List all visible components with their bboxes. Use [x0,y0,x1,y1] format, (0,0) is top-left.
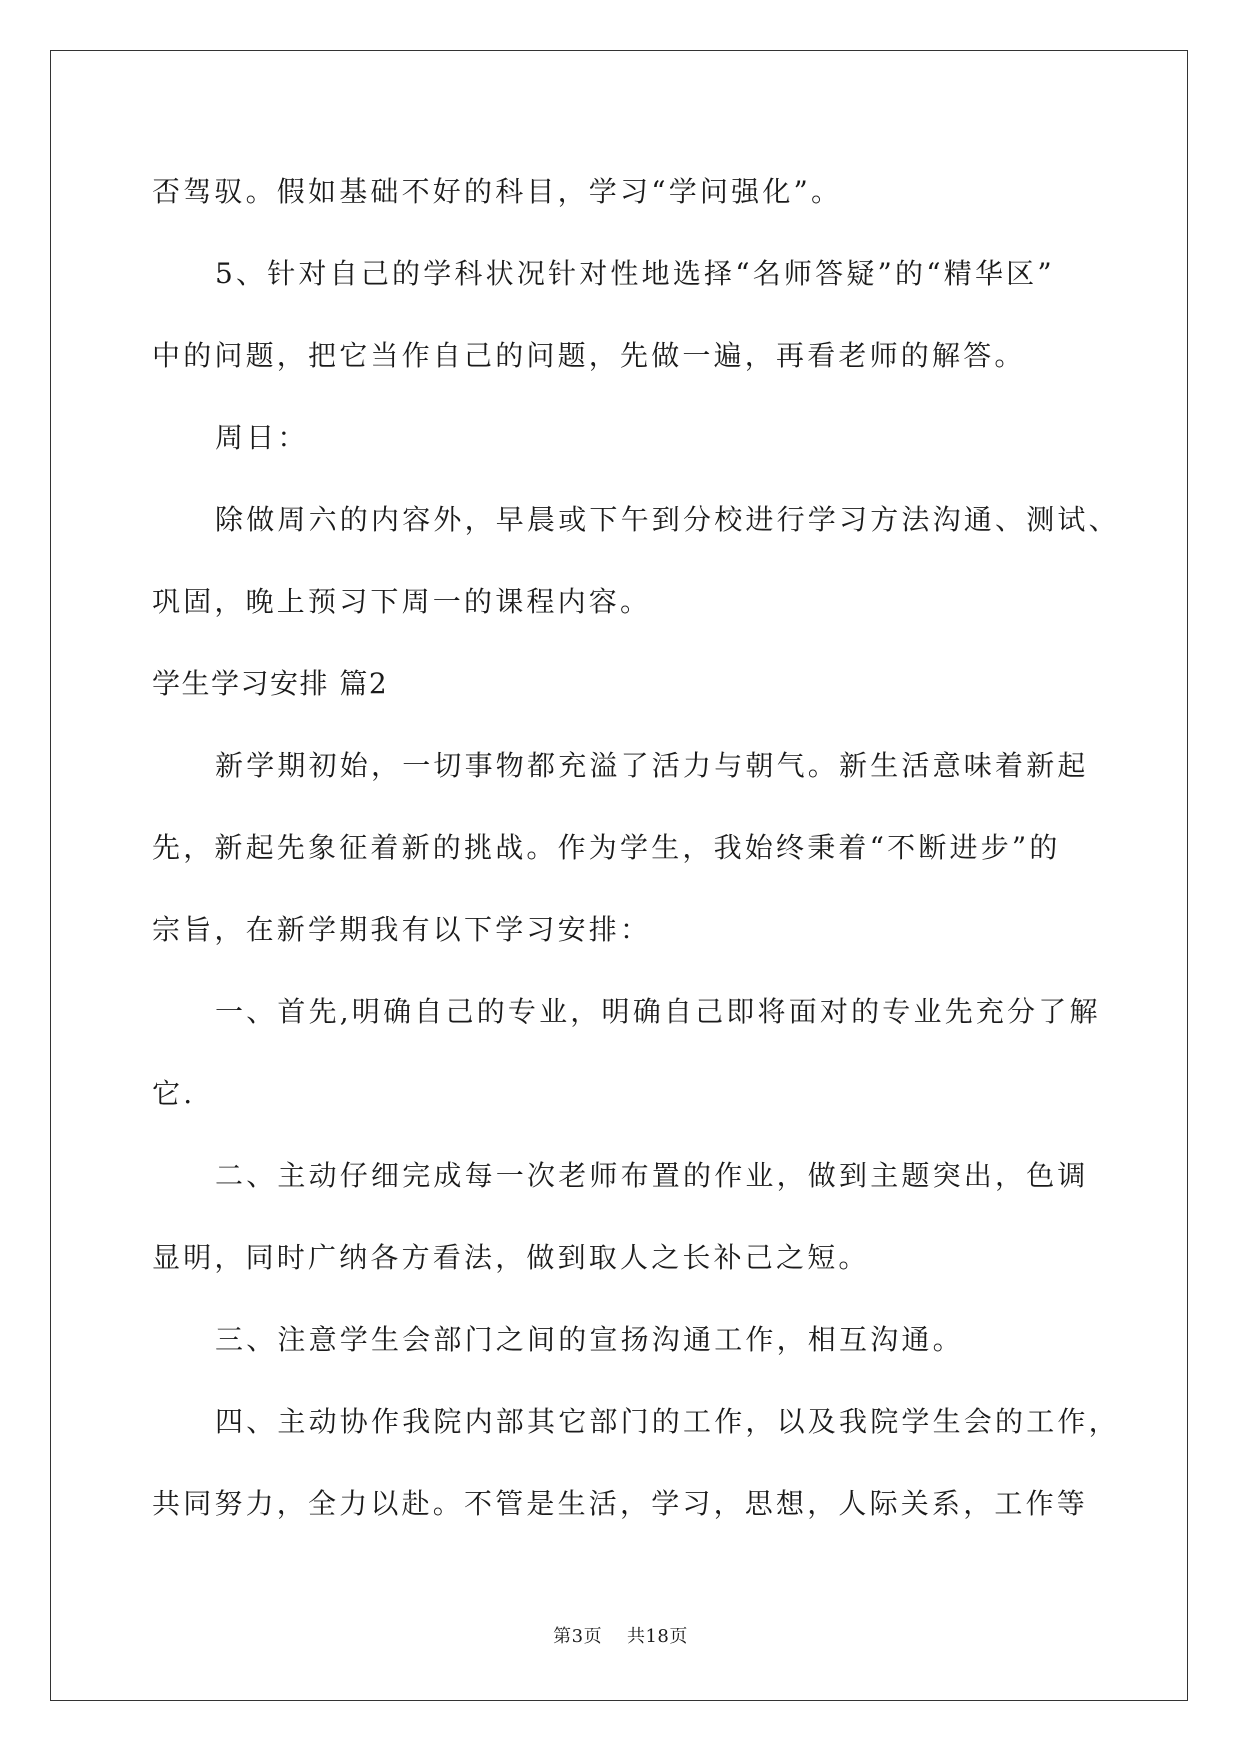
page-total: 共18页 [626,1626,688,1647]
text-line: 显明，同时广纳各方看法，做到取人之长补己之短。 [152,1241,870,1274]
text-line: 5、针对自己的学科状况针对性地选择“名师答疑”的“精华区” [215,257,1055,290]
text-line: 巩固，晚上预习下周一的课程内容。 [152,585,652,618]
text-line: 四、主动协作我院内部其它部门的工作，以及我院学生会的工作， [215,1405,1120,1438]
text-line: 三、注意学生会部门之间的宣扬沟通工作，相互沟通。 [215,1323,964,1356]
text-line: 宗旨，在新学期我有以下学习安排： [152,913,652,946]
page-footer [0,1622,1241,1648]
text-line: 共同努力，全力以赴。不管是生活，学习，思想，人际关系，工作等 [152,1487,1089,1520]
text-line: 先，新起先象征着新的挑战。作为学生，我始终秉着“不断进步”的 [152,831,1061,864]
text-line: 周日： [215,421,309,454]
text-line: 一、首先,明确自己的专业，明确自己即将面对的专业先充分了解 [215,995,1101,1028]
text-line: 除做周六的内容外，早晨或下午到分校进行学习方法沟通、测试、 [215,503,1120,536]
text-line: 新学期初始，一切事物都充溢了活力与朝气。新生活意味着新起 [215,749,1089,782]
page-number: 第3页 [553,1626,603,1647]
section-heading: 学生学习安排 篇2 [152,667,389,700]
text-line: 中的问题，把它当作自己的问题，先做一遍，再看老师的解答。 [152,339,1026,372]
text-line: 二、主动仔细完成每一次老师布置的作业，做到主题突出，色调 [215,1159,1089,1192]
text-line: 否驾驭。假如基础不好的科目，学习“学问强化”。 [152,175,843,208]
text-line: 它. [152,1077,196,1110]
page-border [50,50,1188,1701]
